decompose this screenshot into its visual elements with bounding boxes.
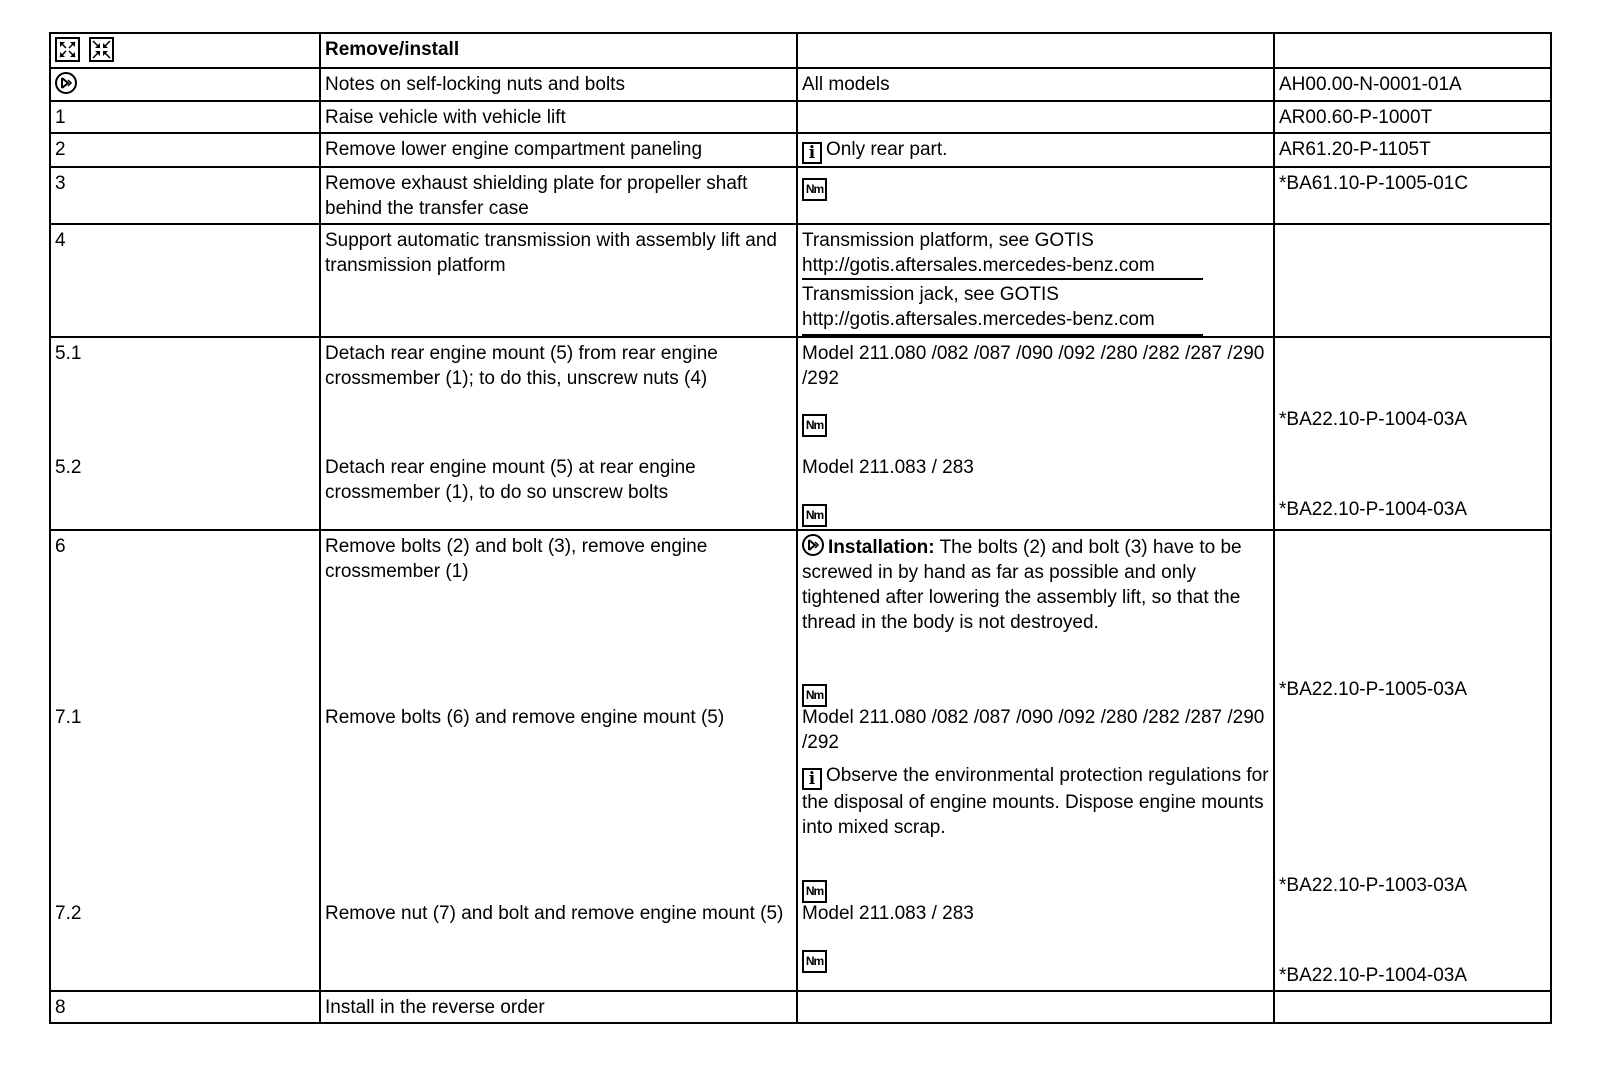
model-note: Model 211.080 /082 /087 /090 /092 /280 /282 /287 /290 /292	[802, 707, 1265, 753]
step-3-row	[50, 167, 1551, 224]
step-desc: Install in the reverse order	[320, 991, 797, 1023]
step-notes	[797, 101, 1274, 133]
torque-icon[interactable]: Nm	[802, 880, 827, 903]
step-notes	[797, 133, 1274, 167]
step-ref	[1274, 991, 1551, 1023]
info-note: Only rear part.	[826, 139, 948, 160]
step-ref[interactable]: *BA22.10-P-1003-03A	[1279, 875, 1468, 896]
step-8-row	[50, 991, 1551, 1023]
expand-icon[interactable]	[55, 37, 80, 62]
step-desc: Remove nut (7) and bolt and remove engine mount (5)	[325, 903, 784, 924]
torque-icon[interactable]: Nm	[802, 414, 827, 437]
step-notes	[797, 224, 1274, 337]
step-number: 5.1	[55, 343, 82, 364]
step-notes	[797, 991, 1274, 1023]
platform-info: Transmission platform, see GOTIS	[802, 230, 1094, 251]
note-hint-icon	[55, 72, 77, 94]
info-note: Observe the environmental protection regulations for the disposal of engine mounts. Dispose engine mounts into mixed scrap.	[802, 765, 1269, 838]
step-notes	[797, 167, 1274, 224]
step-1-row	[50, 101, 1551, 133]
step-ref[interactable]: *BA22.10-P-1004-03A	[1279, 409, 1468, 430]
step-number: 7.1	[55, 707, 82, 728]
step-number-cell	[50, 530, 320, 991]
procedure-table	[49, 32, 1552, 1024]
model-note: Model 211.083 / 283	[802, 457, 974, 478]
step-desc: Detach rear engine mount (5) at rear engine crossmember (1), to do so unscrew bolts	[325, 457, 696, 503]
model-note: Model 211.083 / 283	[802, 903, 974, 924]
step-5-row	[50, 337, 1551, 530]
step-4-row	[50, 224, 1551, 337]
step-ref-cell	[1274, 337, 1551, 530]
step-number: 8	[50, 991, 320, 1023]
step-ref[interactable]: *BA22.10-P-1004-03A	[1279, 499, 1468, 520]
installation-hint-icon	[802, 534, 824, 556]
model-note: Model 211.080 /082 /087 /090 /092 /280 /282 /287 /290 /292	[802, 343, 1265, 389]
step-desc: Raise vehicle with vehicle lift	[320, 101, 797, 133]
step-ref[interactable]: *BA61.10-P-1005-01C	[1274, 167, 1551, 224]
step-desc-cell	[320, 337, 797, 530]
gotis-link-2[interactable]: http://gotis.aftersales.mercedes-benz.com	[802, 309, 1155, 330]
info-icon: i	[802, 768, 822, 790]
torque-icon[interactable]: Nm	[802, 950, 827, 973]
torque-icon[interactable]: Nm	[802, 504, 827, 527]
collapse-icon[interactable]	[89, 37, 114, 62]
step-ref[interactable]: *BA22.10-P-1005-03A	[1279, 679, 1468, 700]
step-notes-cell	[797, 530, 1274, 991]
step-ref	[1274, 224, 1551, 337]
step-number: 6	[55, 536, 66, 557]
step-number: 4	[50, 224, 320, 337]
torque-icon[interactable]: Nm	[802, 178, 827, 201]
step-number: 3	[50, 167, 320, 224]
step-6-7-row	[50, 530, 1551, 991]
step-desc: Support automatic transmission with assembly lift and transmission platform	[320, 224, 797, 337]
step-2-row	[50, 133, 1551, 167]
step-ref-cell	[1274, 530, 1551, 991]
step-notes-cell	[797, 337, 1274, 530]
header-icons-cell	[50, 33, 320, 68]
jack-info: Transmission jack, see GOTIS	[802, 284, 1059, 305]
notes-row	[50, 68, 1551, 101]
step-desc-cell	[320, 530, 797, 991]
header-row	[50, 33, 1551, 68]
torque-icon[interactable]: Nm	[802, 684, 827, 707]
step-desc: Remove lower engine compartment paneling	[320, 133, 797, 167]
notes-applies: All models	[797, 68, 1274, 101]
step-number: 5.2	[55, 457, 82, 478]
installation-text: The bolts (2) and bolt (3) have to be screwed in by hand as far as possible and only tightened after lowering the assembly lift, so that the thread in the body is not destroyed.	[802, 537, 1242, 633]
step-ref[interactable]: AR61.20-P-1105T	[1274, 133, 1551, 167]
step-ref[interactable]: AR00.60-P-1000T	[1274, 101, 1551, 133]
step-desc: Remove bolts (6) and remove engine mount (5)	[325, 707, 725, 728]
header-empty-4	[1274, 33, 1551, 68]
step-desc: Detach rear engine mount (5) from rear engine crossmember (1); to do this, unscrew nuts (4)	[325, 343, 718, 389]
gotis-link-1[interactable]: http://gotis.aftersales.mercedes-benz.com	[802, 255, 1155, 276]
step-desc: Remove exhaust shielding plate for propeller shaft behind the transfer case	[320, 167, 797, 224]
info-icon: i	[802, 142, 822, 164]
step-number-cell	[50, 337, 320, 530]
step-number: 1	[50, 101, 320, 133]
step-desc: Remove bolts (2) and bolt (3), remove engine crossmember (1)	[325, 536, 708, 582]
step-number: 7.2	[55, 903, 82, 924]
installation-label: Installation:	[828, 537, 935, 558]
header-title: Remove/install	[320, 33, 797, 68]
notes-desc: Notes on self-locking nuts and bolts	[320, 68, 797, 101]
header-empty-3	[797, 33, 1274, 68]
step-ref[interactable]: *BA22.10-P-1004-03A	[1279, 965, 1468, 986]
notes-icon-cell	[50, 68, 320, 101]
notes-ref[interactable]: AH00.00-N-0001-01A	[1274, 68, 1551, 101]
step-number: 2	[50, 133, 320, 167]
